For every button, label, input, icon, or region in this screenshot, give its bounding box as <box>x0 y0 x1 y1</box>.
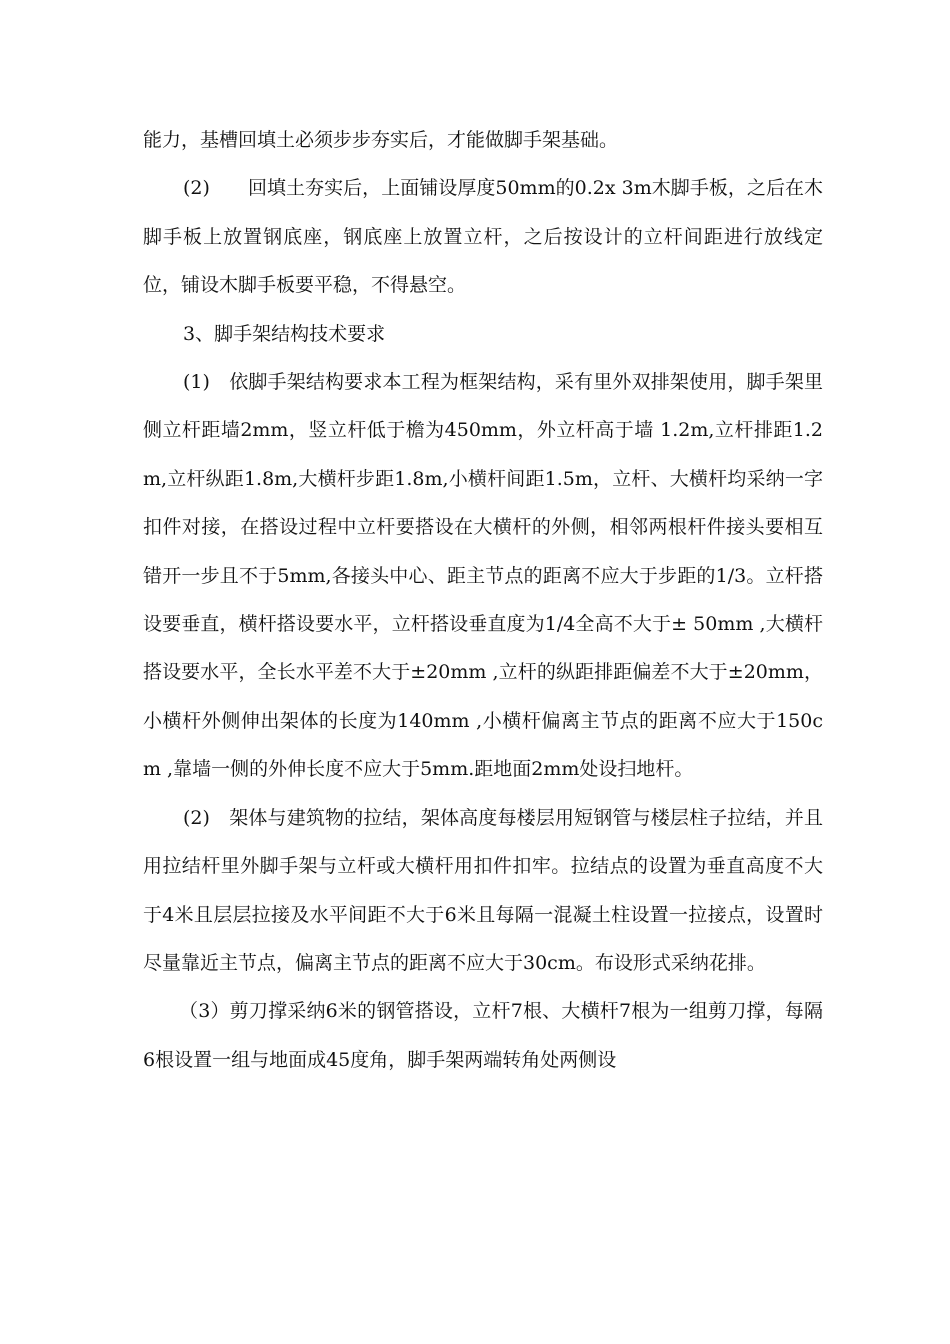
section-heading-scaffold-structure: 3、脚手架结构技术要求 <box>183 322 386 345</box>
paragraph-structure-item-2: (2) 架体与建筑物的拉结，架体高度每楼层用短钢管与楼层柱子拉结，并且用拉结杆里外脚手架与立杆或大横杆用扣件扣牢。拉结点的设置为垂直高度不大于4米且层层拉接及水平间距不大于6米且每隔一混凝土柱设置一拉接点，设置时尽量靠近主节点，偏离主节点的距离不应大于30cm。布设形式采纳花排。 <box>143 806 823 974</box>
document-body <box>143 116 823 1084</box>
paragraph-structure-item-3: （3）剪刀撑采纳6米的钢管搭设，立杆7根、大横杆7根为一组剪刀撑，每隔6根设置一组与地面成45度角，脚手架两端转角处两侧设 <box>143 1000 823 1071</box>
paragraph-backfill-item-2: (2) 回填土夯实后，上面铺设厚度50mm的0.2x 3m木脚手板，之后在木脚手板上放置钢底座，钢底座上放置立杆，之后按设计的立杆间距进行放线定位，铺设木脚手板要平稳，不得悬空。 <box>143 177 823 297</box>
paragraph-continuation: 能力，基槽回填土必须步步夯实后，才能做脚手架基础。 <box>143 129 619 151</box>
paragraph-structure-item-1: (1) 依脚手架结构要求本工程为框架结构，采有里外双排架使用，脚手架里侧立杆距墙2mm，竖立杆低于檐为450mm，外立杆高于墙 1.2m,立杆排距1.2m,立杆纵距1.8m,大横杆步距1.8m,小横杆间距1.5m，立杆、大横杆均采纳一字扣件对接，在搭设过程中立杆要搭设在大横杆的外侧，相邻两根杆件接头要相互错开一步且不于5mm,各接头中心、距主节点的距离不应大于步距的1/3。立杆搭设要垂直，横杆搭设要水平，立杆搭设垂直度为1/4全高不大于± 50mm ,大横杆搭设要水平，全长水平差不大于±20mm ,立杆的纵距排距偏差不大于±20mm，小横杆外侧伸出架体的长度为140mm ,小横杆偏离主节点的距离不应大于150cm ,靠墙一侧的外伸长度不应大于5mm.距地面2mm处设扫地杆。 <box>143 371 823 781</box>
